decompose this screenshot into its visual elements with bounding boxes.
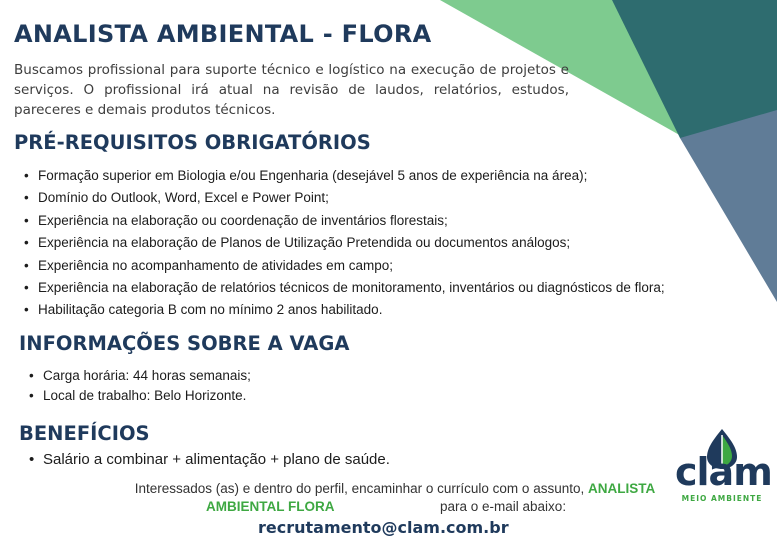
page-title: ANALISTA AMBIENTAL - FLORA	[14, 20, 432, 48]
logo-tagline: MEIO AMBIENTE	[681, 494, 763, 503]
contact-email-link[interactable]: recrutamento@clam.com.br	[258, 518, 509, 537]
benefits-heading: BENEFÍCIOS	[19, 422, 150, 445]
contact-instructions	[80, 480, 710, 516]
email-subject: ANALISTA	[588, 481, 656, 496]
list-item: • Experiência na elaboração de Planos de Utilização Pretendida ou documentos análogos;	[22, 232, 665, 254]
list-item: • Carga horária: 44 horas semanais;	[27, 366, 251, 386]
list-item: • Experiência na elaboração ou coordenação de inventários florestais;	[22, 210, 665, 232]
info-heading: INFORMAÇÕES SOBRE A VAGA	[19, 332, 350, 355]
list-item: • Habilitação categoria B com no mínimo 2 anos habilitado.	[22, 299, 665, 321]
requirements-heading: PRÉ-REQUISITOS OBRIGATÓRIOS	[14, 131, 371, 154]
benefits-list	[27, 450, 390, 470]
contact-text: Interessados (as) e dentro do perfil, encaminhar o currículo com o assunto,	[134, 481, 585, 496]
steel-blue-triangle	[680, 110, 777, 302]
list-item: • Salário a combinar + alimentação + plano de saúde.	[27, 450, 390, 470]
list-item: • Experiência no acompanhamento de atividades em campo;	[22, 255, 665, 277]
list-item: • Formação superior em Biologia e/ou Engenharia (desejável 5 anos de experiência na área);	[22, 165, 665, 187]
intro-paragraph: Buscamos profissional para suporte técnico e logístico na execução de projetos e serviços. O profissional irá atual na revisão de laudos, relatórios, estudos, pareceres e demais produtos técnicos.	[14, 62, 569, 118]
list-item: • Local de trabalho: Belo Horizonte.	[27, 386, 251, 406]
list-item: • Domínio do Outlook, Word, Excel e Power Point;	[22, 187, 665, 209]
contact-text-tail: para o e-mail abaixo:	[440, 499, 567, 514]
email-subject-continued: AMBIENTAL FLORA	[206, 499, 335, 514]
logo-wordmark: clam	[675, 450, 772, 494]
list-item: • Experiência na elaboração de relatórios técnicos de monitoramento, inventários ou diagnósticos de flora;	[22, 277, 665, 299]
requirements-list	[22, 165, 665, 322]
info-list	[27, 366, 251, 405]
